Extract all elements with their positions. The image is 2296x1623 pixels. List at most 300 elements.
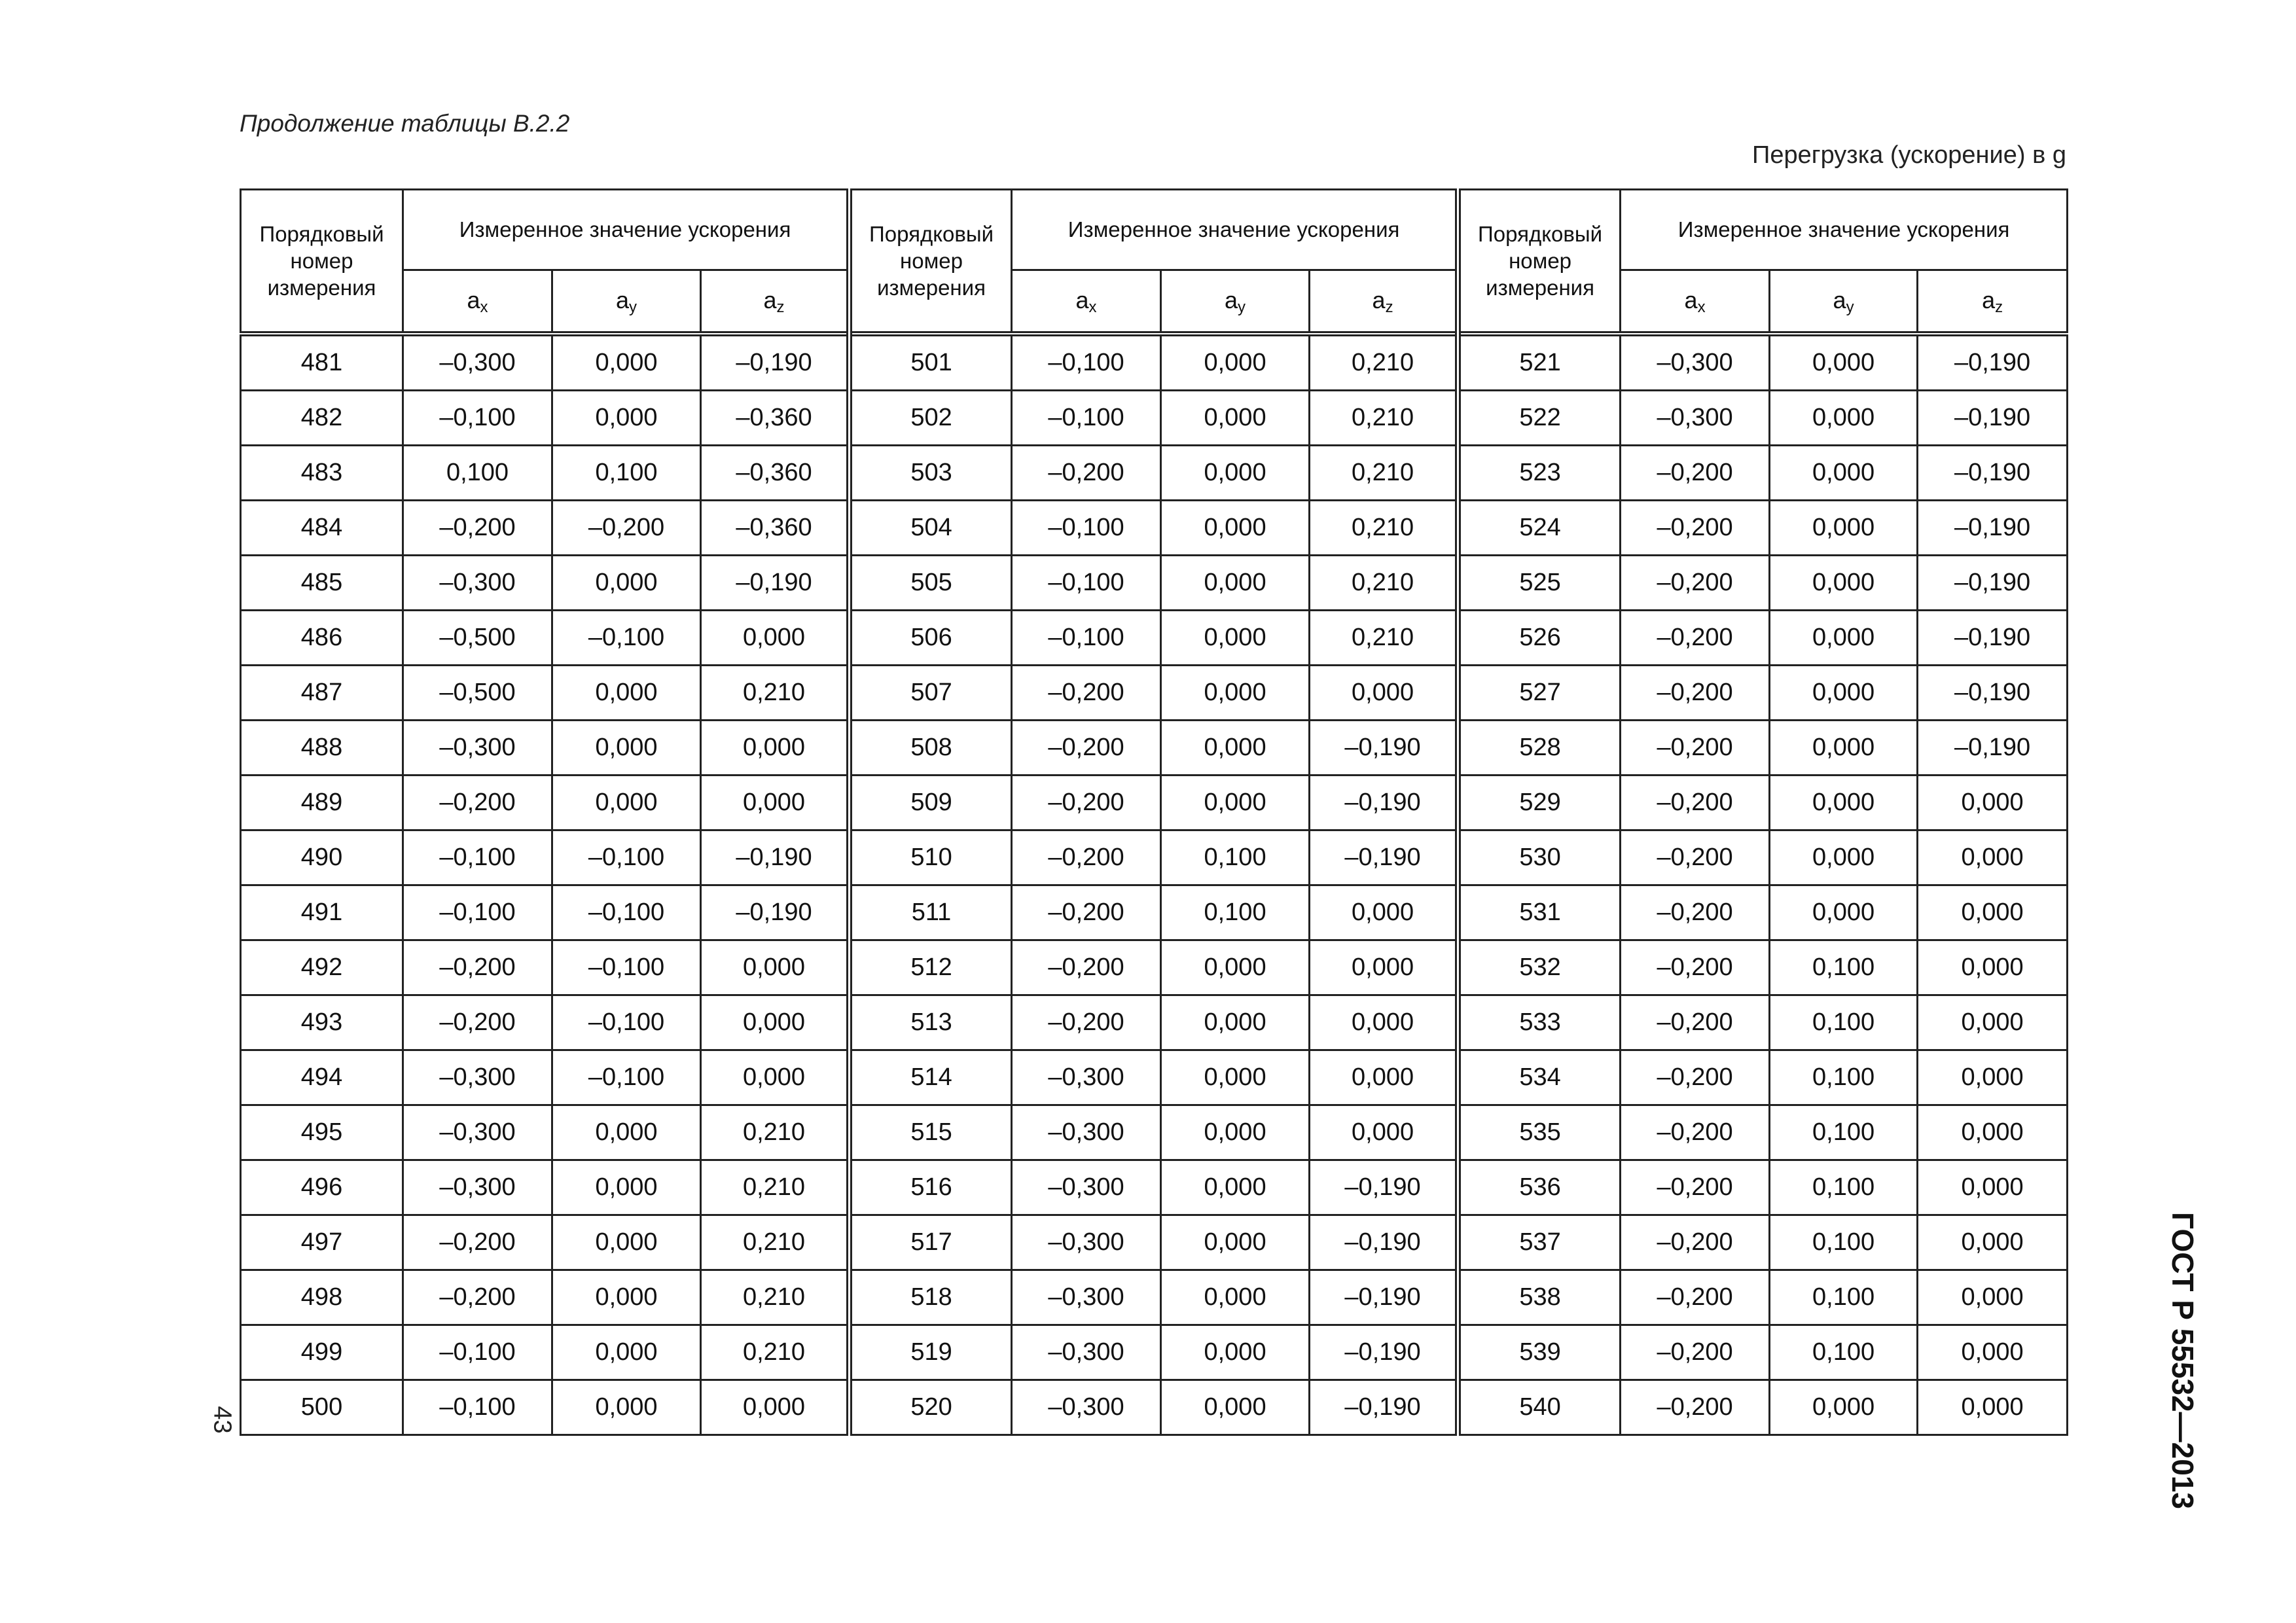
ay-symbol: a xyxy=(1833,286,1846,313)
ax-header xyxy=(1012,270,1161,334)
az-subscript: z xyxy=(1995,298,2003,316)
cell-ax: –0,100 xyxy=(403,885,552,940)
table-row xyxy=(241,1050,2068,1105)
cell-ax: –0,300 xyxy=(403,1105,552,1160)
cell-ax: –0,200 xyxy=(1012,666,1161,721)
cell-index: 517 xyxy=(850,1215,1012,1270)
cell-ay: 0,000 xyxy=(1770,776,1918,830)
ax-symbol: a xyxy=(1684,286,1698,313)
cell-index: 489 xyxy=(241,776,403,830)
cell-ax: –0,200 xyxy=(1621,830,1770,885)
table-row xyxy=(241,666,2068,721)
cell-ax: –0,200 xyxy=(1012,830,1161,885)
cell-index: 500 xyxy=(241,1380,403,1435)
cell-index: 488 xyxy=(241,721,403,776)
cell-index: 497 xyxy=(241,1215,403,1270)
cell-ay: 0,000 xyxy=(1161,1050,1310,1105)
cell-az: 0,000 xyxy=(1918,1215,2068,1270)
table-row xyxy=(241,940,2068,995)
cell-index: 509 xyxy=(850,776,1012,830)
cell-ay: 0,000 xyxy=(1770,611,1918,666)
cell-index: 539 xyxy=(1458,1325,1621,1380)
cell-az: –0,190 xyxy=(1918,501,2068,556)
cell-index: 493 xyxy=(241,995,403,1050)
cell-ax: –0,200 xyxy=(403,940,552,995)
table-row xyxy=(241,830,2068,885)
cell-index: 521 xyxy=(1458,334,1621,391)
cell-az: –0,360 xyxy=(701,391,850,446)
ax-subscript: x xyxy=(1697,298,1706,316)
index-header: Порядковый номер измерения xyxy=(1458,190,1621,334)
cell-ax: –0,100 xyxy=(1012,501,1161,556)
table-row xyxy=(241,721,2068,776)
cell-ax: –0,200 xyxy=(1621,556,1770,611)
cell-index: 483 xyxy=(241,446,403,501)
cell-ay: 0,000 xyxy=(552,1325,701,1380)
table-row xyxy=(241,1105,2068,1160)
cell-ax: –0,200 xyxy=(1621,1050,1770,1105)
cell-ax: –0,100 xyxy=(1012,611,1161,666)
cell-ax: –0,100 xyxy=(1012,334,1161,391)
cell-ay: 0,000 xyxy=(1161,1325,1310,1380)
cell-az: –0,190 xyxy=(1918,611,2068,666)
cell-index: 496 xyxy=(241,1160,403,1215)
table-body xyxy=(241,334,2068,1435)
cell-index: 526 xyxy=(1458,611,1621,666)
cell-ax: –0,200 xyxy=(1621,776,1770,830)
cell-ax: –0,200 xyxy=(1621,1325,1770,1380)
cell-ax: –0,300 xyxy=(1012,1325,1161,1380)
cell-ax: –0,200 xyxy=(1621,666,1770,721)
az-header xyxy=(1310,270,1458,334)
cell-ay: 0,000 xyxy=(1161,501,1310,556)
index-header: Порядковый номер измерения xyxy=(241,190,403,334)
cell-az: 0,000 xyxy=(701,776,850,830)
cell-az: 0,000 xyxy=(701,995,850,1050)
az-subscript: z xyxy=(776,298,785,316)
cell-ay: 0,000 xyxy=(1770,885,1918,940)
cell-index: 535 xyxy=(1458,1105,1621,1160)
table-row xyxy=(241,1215,2068,1270)
cell-ay: 0,100 xyxy=(1770,1270,1918,1325)
cell-ay: 0,000 xyxy=(552,721,701,776)
cell-ay: 0,100 xyxy=(1770,1215,1918,1270)
cell-ay: 0,000 xyxy=(1161,1270,1310,1325)
measured-header: Измеренное значение ускорения xyxy=(1621,190,2068,270)
cell-ay: 0,100 xyxy=(1161,830,1310,885)
measured-header: Измеренное значение ускорения xyxy=(1012,190,1458,270)
cell-index: 510 xyxy=(850,830,1012,885)
measured-header: Измеренное значение ускорения xyxy=(403,190,850,270)
cell-ax: –0,300 xyxy=(1012,1105,1161,1160)
cell-ax: –0,200 xyxy=(1621,1215,1770,1270)
cell-index: 504 xyxy=(850,501,1012,556)
cell-ay: 0,000 xyxy=(552,666,701,721)
cell-ay: 0,100 xyxy=(1770,1325,1918,1380)
table-row xyxy=(241,391,2068,446)
cell-az: –0,190 xyxy=(1310,830,1458,885)
cell-index: 527 xyxy=(1458,666,1621,721)
cell-az: 0,000 xyxy=(1918,1325,2068,1380)
cell-index: 514 xyxy=(850,1050,1012,1105)
cell-ax: –0,300 xyxy=(403,556,552,611)
ay-symbol: a xyxy=(615,286,630,313)
cell-az: 0,210 xyxy=(701,1325,850,1380)
cell-index: 494 xyxy=(241,1050,403,1105)
cell-index: 508 xyxy=(850,721,1012,776)
table-row xyxy=(241,556,2068,611)
cell-index: 534 xyxy=(1458,1050,1621,1105)
cell-az: 0,210 xyxy=(701,1270,850,1325)
cell-ay: 0,000 xyxy=(1161,666,1310,721)
cell-ax: –0,100 xyxy=(403,1380,552,1435)
acceleration-table xyxy=(240,188,2068,1436)
cell-az: 0,000 xyxy=(1918,995,2068,1050)
az-symbol: a xyxy=(1982,286,1996,313)
cell-ay: 0,000 xyxy=(552,1215,701,1270)
cell-az: 0,000 xyxy=(1918,776,2068,830)
ax-header xyxy=(1621,270,1770,334)
cell-ay: 0,000 xyxy=(1770,391,1918,446)
cell-index: 523 xyxy=(1458,446,1621,501)
cell-ay: 0,000 xyxy=(552,334,701,391)
cell-az: –0,190 xyxy=(701,334,850,391)
cell-az: 0,000 xyxy=(701,1050,850,1105)
cell-az: –0,190 xyxy=(1918,721,2068,776)
cell-ax: –0,200 xyxy=(1621,721,1770,776)
ay-subscript: y xyxy=(1238,298,1246,316)
cell-index: 495 xyxy=(241,1105,403,1160)
cell-ax: –0,200 xyxy=(1621,1160,1770,1215)
cell-index: 513 xyxy=(850,995,1012,1050)
cell-ax: –0,300 xyxy=(1621,391,1770,446)
cell-az: 0,000 xyxy=(701,721,850,776)
cell-ax: –0,200 xyxy=(1621,611,1770,666)
cell-ay: 0,000 xyxy=(1770,556,1918,611)
cell-az: 0,000 xyxy=(701,1380,850,1435)
cell-az: –0,360 xyxy=(701,501,850,556)
cell-ax: –0,300 xyxy=(403,1160,552,1215)
cell-az: 0,000 xyxy=(1310,885,1458,940)
cell-ax: –0,300 xyxy=(1012,1160,1161,1215)
cell-az: –0,190 xyxy=(1918,334,2068,391)
cell-az: 0,210 xyxy=(1310,334,1458,391)
cell-index: 499 xyxy=(241,1325,403,1380)
cell-ay: 0,100 xyxy=(1770,1160,1918,1215)
cell-index: 481 xyxy=(241,334,403,391)
cell-ay: 0,000 xyxy=(552,556,701,611)
cell-index: 486 xyxy=(241,611,403,666)
table-row xyxy=(241,885,2068,940)
cell-index: 529 xyxy=(1458,776,1621,830)
table-caption: Продолжение таблицы В.2.2 xyxy=(240,110,570,137)
cell-index: 490 xyxy=(241,830,403,885)
cell-ay: 0,000 xyxy=(1161,611,1310,666)
cell-index: 484 xyxy=(241,501,403,556)
standard-designation: ГОСТ Р 55532—2013 xyxy=(2166,1212,2200,1509)
cell-index: 507 xyxy=(850,666,1012,721)
cell-ay: 0,000 xyxy=(1161,1105,1310,1160)
cell-ay: 0,100 xyxy=(1770,1105,1918,1160)
cell-ax: –0,200 xyxy=(1621,940,1770,995)
cell-ax: –0,500 xyxy=(403,666,552,721)
az-header xyxy=(701,270,850,334)
cell-az: 0,000 xyxy=(1918,1105,2068,1160)
cell-ay: 0,000 xyxy=(1161,391,1310,446)
cell-ay: 0,000 xyxy=(1161,556,1310,611)
cell-ax: –0,100 xyxy=(403,830,552,885)
cell-az: –0,190 xyxy=(1918,446,2068,501)
cell-az: –0,190 xyxy=(1918,556,2068,611)
cell-ax: –0,200 xyxy=(403,501,552,556)
cell-index: 487 xyxy=(241,666,403,721)
cell-az: 0,000 xyxy=(701,611,850,666)
cell-index: 536 xyxy=(1458,1160,1621,1215)
cell-ay: 0,100 xyxy=(1770,1050,1918,1105)
cell-az: –0,190 xyxy=(1310,776,1458,830)
cell-index: 525 xyxy=(1458,556,1621,611)
table-row xyxy=(241,1325,2068,1380)
cell-az: 0,210 xyxy=(701,1160,850,1215)
cell-ay: 0,000 xyxy=(552,1160,701,1215)
cell-az: 0,210 xyxy=(701,1215,850,1270)
cell-ay: 0,000 xyxy=(1161,1380,1310,1435)
cell-ax: –0,200 xyxy=(1621,1270,1770,1325)
cell-ay: 0,000 xyxy=(1161,995,1310,1050)
cell-az: –0,190 xyxy=(1310,1215,1458,1270)
cell-index: 520 xyxy=(850,1380,1012,1435)
cell-ay: 0,000 xyxy=(552,1105,701,1160)
cell-az: 0,000 xyxy=(1918,940,2068,995)
cell-index: 492 xyxy=(241,940,403,995)
cell-ax: –0,300 xyxy=(1012,1050,1161,1105)
cell-az: –0,360 xyxy=(701,446,850,501)
table-row xyxy=(241,611,2068,666)
ay-header xyxy=(552,270,701,334)
cell-az: 0,000 xyxy=(1918,1270,2068,1325)
cell-index: 501 xyxy=(850,334,1012,391)
cell-ax: –0,300 xyxy=(403,1050,552,1105)
cell-ax: –0,200 xyxy=(1621,995,1770,1050)
cell-index: 522 xyxy=(1458,391,1621,446)
ay-header xyxy=(1161,270,1310,334)
cell-ay: 0,000 xyxy=(1161,1160,1310,1215)
cell-ax: –0,100 xyxy=(1012,391,1161,446)
cell-index: 528 xyxy=(1458,721,1621,776)
table-row xyxy=(241,1160,2068,1215)
cell-index: 518 xyxy=(850,1270,1012,1325)
cell-ay: 0,000 xyxy=(1161,776,1310,830)
cell-az: –0,190 xyxy=(1310,1380,1458,1435)
az-subscript: z xyxy=(1385,298,1393,316)
cell-index: 503 xyxy=(850,446,1012,501)
table-row xyxy=(241,776,2068,830)
cell-index: 533 xyxy=(1458,995,1621,1050)
ay-subscript: y xyxy=(629,298,637,316)
cell-ax: –0,300 xyxy=(1012,1270,1161,1325)
cell-ay: 0,000 xyxy=(1770,446,1918,501)
table-row xyxy=(241,446,2068,501)
cell-az: 0,000 xyxy=(701,940,850,995)
cell-az: 0,210 xyxy=(701,666,850,721)
cell-az: 0,000 xyxy=(1918,830,2068,885)
cell-ax: –0,500 xyxy=(403,611,552,666)
cell-az: 0,210 xyxy=(1310,556,1458,611)
cell-ay: –0,100 xyxy=(552,885,701,940)
cell-index: 491 xyxy=(241,885,403,940)
cell-ay: 0,100 xyxy=(552,446,701,501)
cell-ax: –0,200 xyxy=(403,995,552,1050)
cell-index: 512 xyxy=(850,940,1012,995)
cell-ax: –0,200 xyxy=(1012,940,1161,995)
cell-ay: 0,000 xyxy=(1161,334,1310,391)
cell-ax: –0,200 xyxy=(1012,995,1161,1050)
cell-index: 505 xyxy=(850,556,1012,611)
cell-az: –0,190 xyxy=(1310,1270,1458,1325)
cell-az: 0,210 xyxy=(1310,611,1458,666)
cell-ay: 0,000 xyxy=(1770,666,1918,721)
ax-symbol: a xyxy=(1075,286,1089,313)
cell-ay: 0,000 xyxy=(1161,721,1310,776)
cell-index: 531 xyxy=(1458,885,1621,940)
cell-index: 502 xyxy=(850,391,1012,446)
table-header xyxy=(241,190,2068,334)
cell-az: –0,190 xyxy=(1310,1160,1458,1215)
az-symbol: a xyxy=(763,286,777,313)
cell-az: 0,210 xyxy=(1310,446,1458,501)
index-header: Порядковый номер измерения xyxy=(850,190,1012,334)
cell-ay: –0,100 xyxy=(552,611,701,666)
cell-index: 485 xyxy=(241,556,403,611)
cell-index: 506 xyxy=(850,611,1012,666)
cell-ay: –0,100 xyxy=(552,1050,701,1105)
cell-az: 0,210 xyxy=(1310,501,1458,556)
cell-ax: –0,100 xyxy=(1012,556,1161,611)
cell-index: 524 xyxy=(1458,501,1621,556)
units-label: Перегрузка (ускорение) в g xyxy=(1752,141,2066,169)
cell-ay: –0,100 xyxy=(552,830,701,885)
cell-ax: –0,200 xyxy=(1621,885,1770,940)
cell-ax: –0,200 xyxy=(1621,1105,1770,1160)
cell-index: 519 xyxy=(850,1325,1012,1380)
cell-ay: 0,000 xyxy=(1770,1380,1918,1435)
cell-index: 538 xyxy=(1458,1270,1621,1325)
page-number: 43 xyxy=(208,1406,236,1434)
cell-ay: 0,000 xyxy=(1161,940,1310,995)
cell-index: 530 xyxy=(1458,830,1621,885)
cell-ay: 0,000 xyxy=(1770,501,1918,556)
cell-ax: –0,100 xyxy=(403,391,552,446)
cell-ax: –0,200 xyxy=(1012,885,1161,940)
cell-az: –0,190 xyxy=(1310,1325,1458,1380)
cell-index: 516 xyxy=(850,1160,1012,1215)
cell-index: 540 xyxy=(1458,1380,1621,1435)
cell-az: 0,000 xyxy=(1310,940,1458,995)
cell-ay: –0,100 xyxy=(552,995,701,1050)
table-row xyxy=(241,1270,2068,1325)
cell-ay: 0,000 xyxy=(1770,721,1918,776)
cell-ax: –0,200 xyxy=(403,776,552,830)
table-row xyxy=(241,995,2068,1050)
cell-az: 0,210 xyxy=(1310,391,1458,446)
cell-ax: –0,300 xyxy=(1012,1215,1161,1270)
cell-ax: –0,200 xyxy=(1012,776,1161,830)
cell-ax: –0,200 xyxy=(403,1270,552,1325)
cell-ay: –0,200 xyxy=(552,501,701,556)
cell-az: –0,190 xyxy=(701,830,850,885)
cell-ax: –0,300 xyxy=(1012,1380,1161,1435)
table-row xyxy=(241,501,2068,556)
cell-az: 0,000 xyxy=(1918,885,2068,940)
cell-ax: –0,200 xyxy=(403,1215,552,1270)
cell-index: 515 xyxy=(850,1105,1012,1160)
cell-index: 537 xyxy=(1458,1215,1621,1270)
cell-az: 0,000 xyxy=(1310,666,1458,721)
cell-az: 0,000 xyxy=(1310,995,1458,1050)
cell-ay: 0,000 xyxy=(1161,1215,1310,1270)
cell-index: 482 xyxy=(241,391,403,446)
cell-index: 511 xyxy=(850,885,1012,940)
cell-ax: –0,200 xyxy=(1012,721,1161,776)
cell-az: 0,000 xyxy=(1918,1050,2068,1105)
cell-ay: 0,000 xyxy=(552,776,701,830)
cell-ax: –0,300 xyxy=(403,721,552,776)
ax-subscript: x xyxy=(480,298,488,316)
cell-ay: 0,100 xyxy=(1161,885,1310,940)
cell-ax: –0,300 xyxy=(403,334,552,391)
cell-ay: 0,100 xyxy=(1770,995,1918,1050)
cell-ax: –0,200 xyxy=(1621,446,1770,501)
cell-ay: 0,000 xyxy=(1770,830,1918,885)
cell-az: –0,190 xyxy=(701,885,850,940)
cell-ay: –0,100 xyxy=(552,940,701,995)
ay-subscript: y xyxy=(1846,298,1854,316)
cell-ay: 0,000 xyxy=(552,1270,701,1325)
cell-index: 532 xyxy=(1458,940,1621,995)
cell-az: 0,000 xyxy=(1310,1050,1458,1105)
cell-az: 0,000 xyxy=(1918,1160,2068,1215)
cell-ax: –0,200 xyxy=(1012,446,1161,501)
cell-az: –0,190 xyxy=(701,556,850,611)
cell-ax: 0,100 xyxy=(403,446,552,501)
cell-ay: 0,000 xyxy=(1161,446,1310,501)
cell-ax: –0,200 xyxy=(1621,501,1770,556)
ax-header xyxy=(403,270,552,334)
ax-subscript: x xyxy=(1088,298,1097,316)
cell-ay: 0,000 xyxy=(1770,334,1918,391)
cell-ay: 0,000 xyxy=(552,391,701,446)
cell-az: –0,190 xyxy=(1918,666,2068,721)
cell-ay: 0,100 xyxy=(1770,940,1918,995)
cell-ax: –0,300 xyxy=(1621,334,1770,391)
table-row xyxy=(241,1380,2068,1435)
cell-az: –0,190 xyxy=(1918,391,2068,446)
cell-az: –0,190 xyxy=(1310,721,1458,776)
ay-header xyxy=(1770,270,1918,334)
cell-ay: 0,000 xyxy=(552,1380,701,1435)
cell-az: 0,210 xyxy=(701,1105,850,1160)
table-row xyxy=(241,334,2068,391)
cell-index: 498 xyxy=(241,1270,403,1325)
cell-az: 0,000 xyxy=(1918,1380,2068,1435)
az-symbol: a xyxy=(1372,286,1386,313)
ay-symbol: a xyxy=(1225,286,1238,313)
cell-ax: –0,100 xyxy=(403,1325,552,1380)
cell-az: 0,000 xyxy=(1310,1105,1458,1160)
cell-ax: –0,200 xyxy=(1621,1380,1770,1435)
az-header xyxy=(1918,270,2068,334)
ax-symbol: a xyxy=(467,286,480,313)
